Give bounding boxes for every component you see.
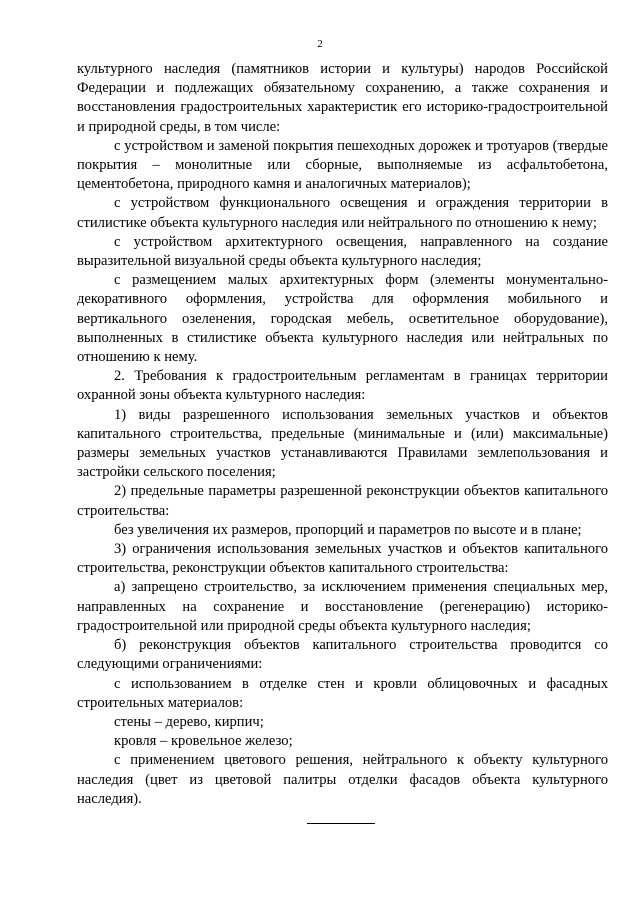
paragraph: 1) виды разрешенного использования земельных участков и объектов капитального строительства, предельные (минимальные и (или) максимальные) размеры земельных участков устанавливаются Правилами землепользования и застройки сельского поселения;	[77, 406, 608, 481]
paragraph: с устройством архитектурного освещения, направленного на создание выразительной визуальной среды объекта культурного наследия;	[77, 233, 608, 270]
paragraph: культурного наследия (памятников истории и культуры) народов Российской Федерации и подлежащих обязательному сохранению, а также сохранения и восстановления градостроительных характеристик его историко-градостроительной и природной среды, в том числе:	[77, 61, 608, 135]
paragraph: 2. Требования к градостроительным регламентам в границах территории охранной зоны объекта культурного наследия:	[77, 368, 608, 404]
paragraph: б) реконструкция объектов капитального строительства проводится со следующими ограничениями:	[77, 637, 608, 673]
paragraph: с применением цветового решения, нейтрального к объекту культурного наследия (цвет из цветовой палитры отделки фасадов объекта культурного наследия).	[77, 752, 608, 807]
paragraph: с устройством функционального освещения и ограждения территории в стилистике объекта культурного наследия или нейтрального по отношению к нему;	[77, 195, 608, 231]
end-of-text-rule	[307, 823, 375, 824]
paragraph: с размещением малых архитектурных форм (элементы монументально-декоративного оформления, устройства для оформления мобильного и вертикального озеленения, городская мебель, осветительное оборудование), выполненных в стилистике объекта культурного наследия или нейтральных по отношению к нему.	[77, 272, 608, 366]
document-body	[77, 60, 608, 809]
paragraph: с использованием в отделке стен и кровли облицовочных и фасадных строительных материалов:	[77, 675, 608, 711]
paragraph: 3) ограничения использования земельных участков и объектов капитального строительства, реконструкции объектов капитального строительства:	[77, 541, 608, 577]
paragraph: а) запрещено строительство, за исключением применения специальных мер, направленных на сохранение и восстановление (регенерацию) историко-градостроительной или природной среды объекта культурного наследия;	[77, 579, 608, 634]
paragraph: стены – дерево, кирпич;	[114, 713, 264, 730]
paragraph: 2) предельные параметры разрешенной реконструкции объектов капитального строительства:	[77, 483, 608, 519]
paragraph: с устройством и заменой покрытия пешеходных дорожек и тротуаров (твердые покрытия – монолитные или сборные, выполняемые из асфальтобетона, цементобетона, природного камня и аналогичных материалов);	[77, 137, 608, 193]
page-number: 2	[317, 38, 323, 50]
paragraph: кровля – кровельное железо;	[114, 733, 293, 750]
paragraph: без увеличения их размеров, пропорций и параметров по высоте и в плане;	[114, 521, 582, 538]
